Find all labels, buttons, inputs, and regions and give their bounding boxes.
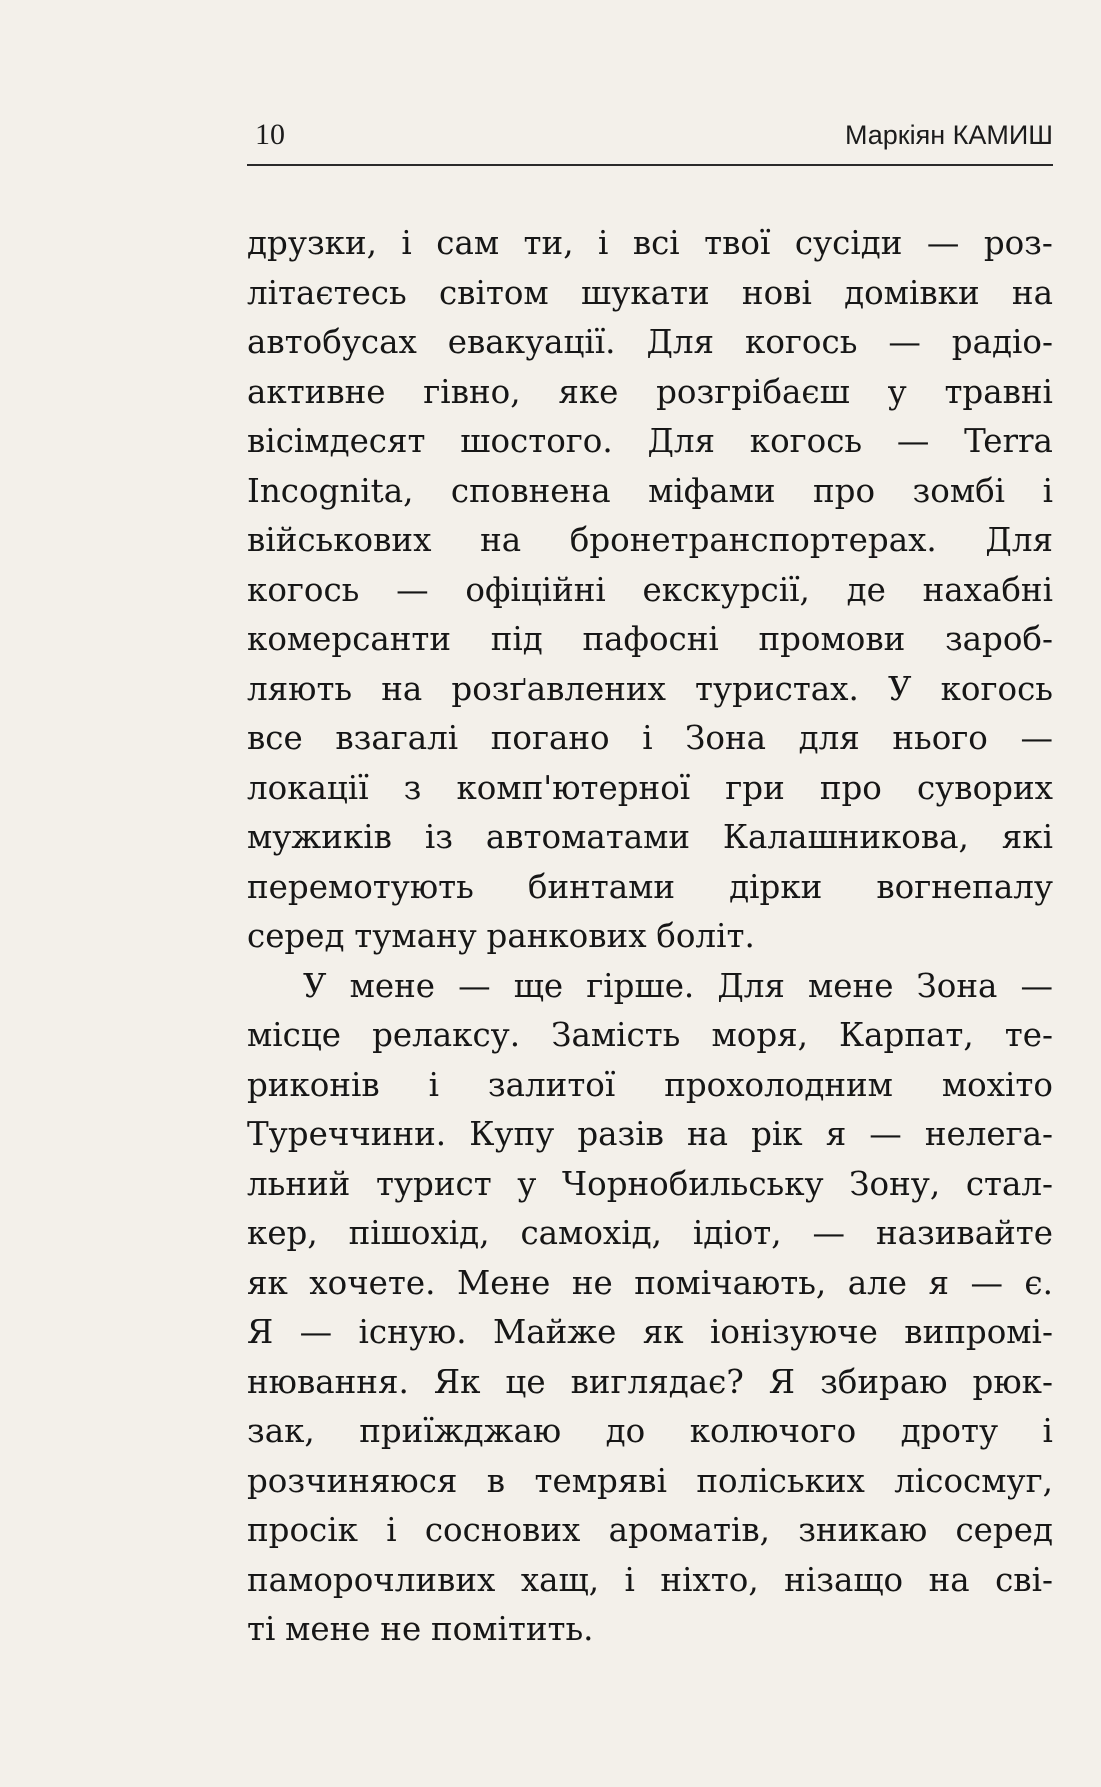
text-line: [247, 665, 1053, 715]
word: Terra: [964, 422, 1053, 460]
word: до: [605, 1412, 646, 1450]
word: Як: [433, 1362, 481, 1401]
word: це: [505, 1362, 546, 1401]
word: паморочливих: [247, 1560, 496, 1599]
word: в: [486, 1461, 506, 1500]
word: —: [970, 1263, 1003, 1302]
word: на: [1011, 273, 1053, 312]
word: і: [642, 719, 653, 757]
word: для: [798, 719, 860, 757]
word: ароматів,: [608, 1511, 770, 1549]
word: —: [896, 422, 930, 460]
word: помічають,: [634, 1263, 827, 1302]
word: ті: [247, 1610, 276, 1648]
word: нові: [741, 273, 812, 312]
word: і: [401, 224, 412, 262]
word: шостого.: [460, 422, 613, 460]
word: пішохід,: [348, 1214, 490, 1252]
word: ти,: [523, 224, 574, 262]
word: про: [819, 768, 882, 807]
word: у: [887, 372, 907, 411]
word: зомбі: [912, 471, 1006, 510]
text-line: [247, 863, 1053, 913]
text-line: [247, 516, 1053, 566]
word: льний: [247, 1164, 351, 1203]
word: Я: [768, 1362, 796, 1401]
word: активне: [247, 372, 386, 411]
word: світом: [438, 273, 549, 312]
text-line: [247, 912, 1053, 962]
word: іонізуюче: [710, 1313, 878, 1351]
word: зак,: [247, 1412, 315, 1450]
text-line: [247, 615, 1053, 665]
word: Для: [717, 966, 785, 1005]
word: —: [1020, 719, 1053, 757]
word: роз-: [983, 224, 1053, 262]
word: погано: [490, 719, 610, 757]
word: на: [928, 1560, 970, 1599]
word: і: [1042, 1412, 1053, 1450]
word: помітить.: [430, 1610, 594, 1648]
word: як: [247, 1263, 288, 1302]
word: автобусах: [247, 323, 417, 361]
text-line: [247, 962, 1053, 1012]
word: ще: [513, 966, 564, 1005]
word: —: [812, 1214, 846, 1252]
word: про: [813, 471, 876, 510]
word: Зона: [685, 719, 767, 757]
word: зароб-: [944, 620, 1053, 658]
word: рік: [751, 1115, 803, 1153]
word: Для: [647, 422, 716, 460]
word: ідіот,: [692, 1214, 782, 1252]
word: випромі-: [904, 1313, 1053, 1351]
word: які: [1001, 818, 1053, 856]
word: кер,: [247, 1214, 318, 1252]
word: називайте: [875, 1214, 1053, 1252]
word: туману: [354, 917, 477, 955]
word: Карпат,: [839, 1016, 974, 1054]
word: боліт.: [656, 917, 755, 955]
text-line: [247, 467, 1053, 517]
word: евакуації.: [447, 323, 616, 361]
word: де: [846, 570, 886, 609]
word: Incognita,: [247, 471, 414, 510]
word: розґавлених: [451, 669, 666, 708]
text-line: [247, 1209, 1053, 1259]
text-line: [247, 1110, 1053, 1160]
text-line: [247, 1457, 1053, 1507]
text-line: [247, 1506, 1053, 1556]
word: Зона: [916, 966, 998, 1005]
text-line: [247, 318, 1053, 368]
word: є.: [1024, 1263, 1053, 1302]
word: серед: [247, 917, 345, 955]
word: У: [887, 669, 912, 708]
text-line: [247, 566, 1053, 616]
word: промови: [758, 620, 906, 658]
word: когось: [745, 323, 858, 361]
word: Я: [247, 1313, 274, 1351]
word: Для: [646, 323, 715, 361]
word: і: [428, 1065, 440, 1104]
word: ранкових: [486, 917, 647, 955]
word: моря,: [711, 1016, 808, 1054]
text-line: [247, 1605, 1053, 1655]
word: на: [381, 669, 423, 708]
word: самохід,: [520, 1214, 662, 1252]
word: турист: [375, 1164, 492, 1203]
word: Замість: [551, 1016, 681, 1054]
word: соснових: [424, 1511, 581, 1549]
word: радіо-: [951, 323, 1053, 361]
word: поліських: [696, 1461, 865, 1500]
word: яке: [558, 372, 619, 411]
text-line: [247, 1556, 1053, 1606]
word: те-: [1004, 1016, 1053, 1054]
word: офіційні: [465, 570, 606, 609]
page-number: 10: [255, 118, 285, 151]
word: —: [888, 323, 921, 361]
word: все: [247, 719, 303, 757]
word: ніхто,: [660, 1560, 759, 1599]
word: збираю: [820, 1362, 948, 1401]
word: —: [396, 570, 429, 609]
word: —: [926, 224, 960, 262]
text-line: [247, 417, 1053, 467]
word: локації: [247, 768, 369, 807]
word: темряві: [534, 1461, 667, 1500]
running-head: Маркіян КАМИШ: [844, 120, 1053, 150]
word: травні: [944, 372, 1053, 411]
word: суворих: [916, 768, 1053, 807]
word: домівки: [844, 273, 980, 312]
word: серед: [955, 1511, 1053, 1549]
text-line: [247, 1061, 1053, 1111]
word: пафосні: [582, 620, 719, 658]
text-line: [247, 219, 1053, 269]
word: під: [490, 620, 543, 658]
word: нього: [892, 719, 988, 757]
word: у: [517, 1164, 537, 1203]
word: місце: [247, 1016, 342, 1054]
word: і: [1042, 471, 1053, 510]
word: я: [825, 1115, 847, 1153]
word: Зону,: [849, 1164, 941, 1203]
word: взагалі: [335, 719, 459, 757]
word: —: [1020, 966, 1053, 1005]
word: сам: [436, 224, 500, 262]
word: зникаю: [798, 1511, 928, 1549]
word: комп'ютерної: [456, 768, 691, 807]
text-line: [247, 813, 1053, 863]
word: разів: [577, 1115, 664, 1153]
word: перемотують: [247, 867, 474, 906]
word: Калашникова,: [722, 818, 969, 856]
word: на: [687, 1115, 729, 1153]
word: сусіди: [794, 224, 903, 262]
word: Туреччини.: [247, 1115, 447, 1153]
word: розчиняюся: [247, 1461, 458, 1500]
word: я: [928, 1263, 949, 1302]
word: дірки: [729, 867, 823, 906]
word: когось: [247, 570, 360, 609]
word: Купу: [469, 1115, 555, 1153]
word: і: [597, 224, 609, 262]
word: не: [571, 1263, 613, 1302]
word: —: [869, 1115, 902, 1153]
word: дроту: [900, 1412, 999, 1450]
word: мохіто: [941, 1065, 1053, 1104]
word: шукати: [580, 273, 710, 312]
text-line: [247, 1160, 1053, 1210]
word: просік: [247, 1511, 358, 1549]
word: Майже: [492, 1313, 617, 1351]
word: рюк-: [972, 1362, 1053, 1401]
word: релаксу.: [372, 1016, 521, 1054]
word: туристах.: [695, 669, 859, 708]
word: нахабні: [922, 570, 1053, 609]
word: всі: [632, 224, 680, 262]
word: екскурсії,: [642, 570, 810, 609]
word: мене: [808, 966, 894, 1005]
word: із: [424, 818, 453, 856]
word: автоматами: [485, 818, 691, 856]
word: військових: [247, 521, 432, 559]
word: хочете.: [309, 1263, 436, 1302]
body-text: [247, 219, 1053, 1655]
word: сповнена: [450, 471, 611, 510]
word: не: [380, 1610, 422, 1648]
word: нювання.: [247, 1362, 409, 1401]
word: колючого: [689, 1412, 857, 1450]
text-line: [247, 1259, 1053, 1309]
word: нелега-: [924, 1115, 1053, 1153]
word: міфами: [648, 471, 776, 510]
text-line: [247, 1011, 1053, 1061]
word: на: [480, 521, 522, 559]
text-line: [247, 368, 1053, 418]
word: гри: [725, 768, 785, 807]
word: стал-: [965, 1164, 1053, 1203]
word: приїжджаю: [359, 1412, 562, 1450]
word: —: [458, 966, 491, 1005]
word: гірше.: [586, 966, 695, 1005]
word: ляють: [247, 669, 353, 708]
text-line: [247, 269, 1053, 319]
word: нізащо: [784, 1560, 904, 1599]
word: Чорнобильську: [562, 1164, 824, 1203]
word: У: [303, 966, 327, 1005]
word: бронетранспортерах.: [569, 521, 937, 559]
word: бинтами: [527, 867, 676, 906]
text-line: [247, 714, 1053, 764]
word: розгрібаєш: [656, 372, 850, 411]
word: з: [403, 768, 422, 807]
word: сві-: [995, 1560, 1053, 1599]
word: хащ,: [520, 1560, 600, 1599]
text-line: [247, 764, 1053, 814]
word: риконів: [247, 1065, 380, 1104]
text-line: [247, 1407, 1053, 1457]
word: друзки,: [247, 224, 377, 262]
word: Для: [985, 521, 1053, 559]
word: когось: [749, 422, 863, 460]
word: Мене: [456, 1263, 551, 1302]
text-line: [247, 1358, 1053, 1408]
word: —: [299, 1313, 333, 1351]
word: твої: [704, 224, 771, 262]
word: гівно,: [423, 372, 521, 411]
word: виглядає?: [570, 1362, 744, 1401]
word: і: [624, 1560, 635, 1599]
text-line: [247, 1308, 1053, 1358]
word: і: [386, 1511, 397, 1549]
word: мужиків: [247, 818, 392, 856]
word: вогнепалу: [876, 867, 1053, 906]
word: існую.: [358, 1313, 467, 1351]
word: як: [642, 1313, 684, 1351]
word: прохолодним: [664, 1065, 893, 1104]
word: лісосмуг,: [894, 1461, 1053, 1500]
word: когось: [940, 669, 1053, 708]
word: але: [847, 1263, 907, 1302]
word: мене: [349, 966, 436, 1005]
word: вісімдесят: [247, 422, 426, 460]
word: комерсанти: [247, 620, 452, 658]
word: мене: [285, 1610, 371, 1648]
word: літаєтесь: [247, 273, 407, 312]
page-header: [247, 112, 1053, 166]
word: залитої: [487, 1065, 616, 1104]
